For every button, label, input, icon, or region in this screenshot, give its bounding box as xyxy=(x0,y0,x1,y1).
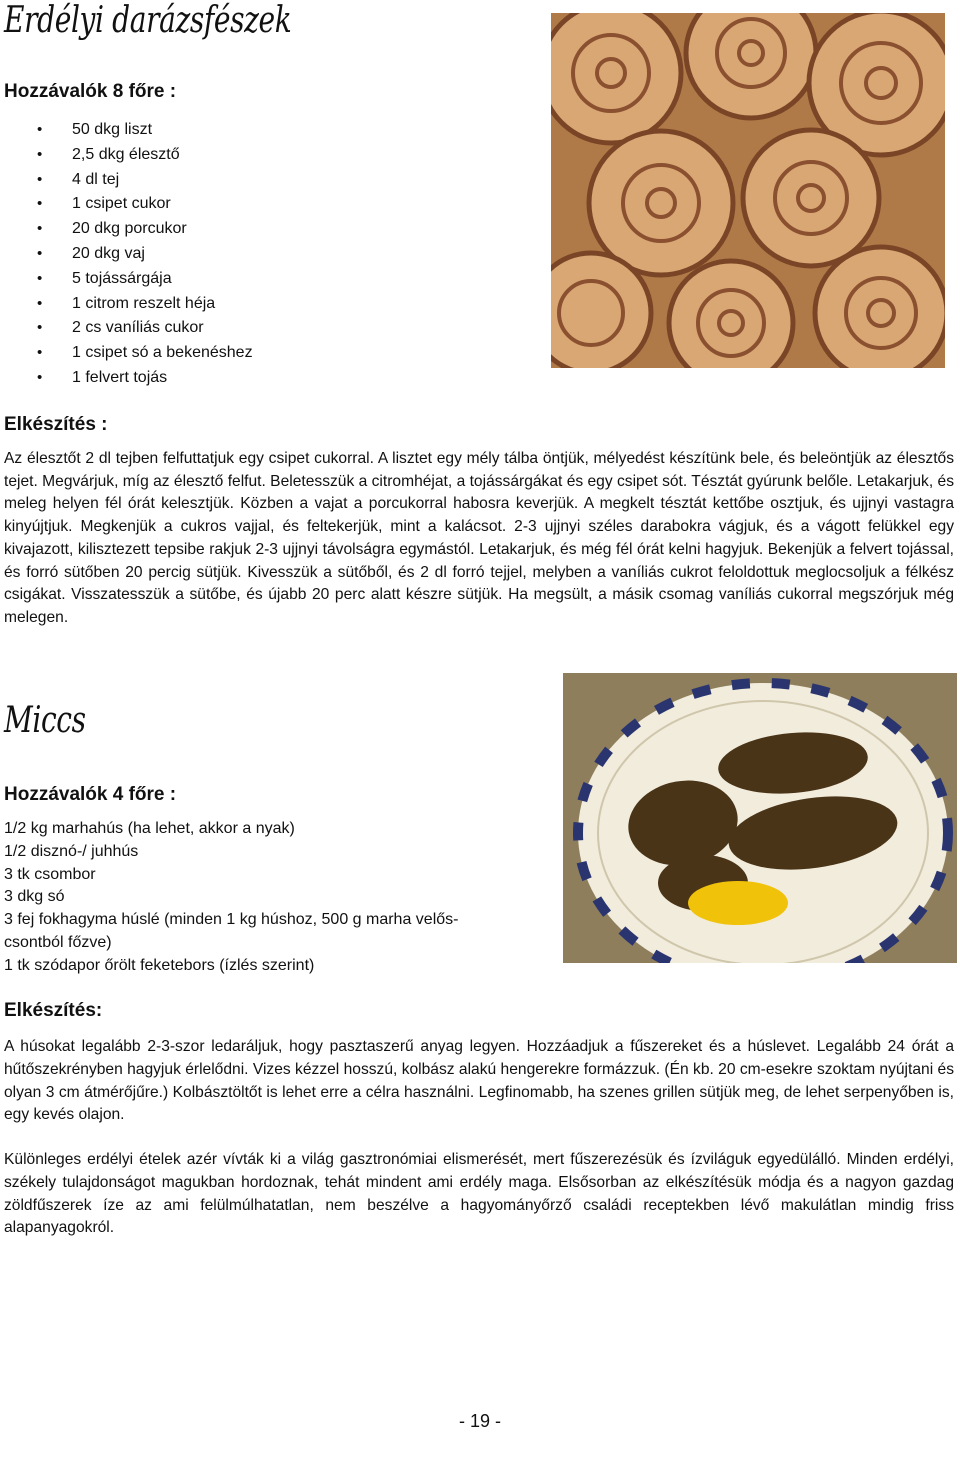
list-item: • 1 csipet só a bekenéshez xyxy=(0,341,540,366)
preparation-text: Az élesztőt 2 dl tejben felfuttatjuk egy csipet cukorral. A lisztet egy mély tálba öntjük, mélyedést készítünk bele, és beleöntjük az élesztős tejet. Megvárjuk, míg az élesztő felfut. Beletesszük a citromhéjat, a tojássárgákat és egy csipet sót. Tésztát gyúrunk belőle. Letakarjuk, és meleg helyen fél órát kelesztjük. Közben a vajat a porcukorral habosra keverjük. A megkelt tésztát kettőbe osztjuk, és ujjnyi vastagra kinyújtjuk. Megkenjük a cukros vajjal, és feltekerjük, mint a kalácsot. 2-3 ujjnyi széles darabokra vágjuk, és a vágott felükkel egy kivajazott, kilisztezett tepsibe rakjuk 2-3 ujjnyi távolságra egymástól. Letakarjuk, és még fél órát kelni hagyjuk. Bekenjük a felvert tojással, és forró sütőben 20 percig sütjük. Kivesszük a sütőből, és 2 dl forró tejjel, melyben a vaníliás cukrot feloldottuk meglocsoljuk a félkész csigákat. Visszatesszük a sütőbe, és újabb 20 perc alatt készre sütjük. Ha megsült, a másik csomag vaníliás cukorral megszórjuk még melegen. xyxy=(4,450,954,626)
miccs-photo xyxy=(563,673,957,963)
ingredients-list xyxy=(0,118,540,391)
page-number: - 19 - xyxy=(458,1411,501,1431)
list-item: 3 tk csombor xyxy=(4,865,96,883)
list-item: • 5 tojássárgája xyxy=(0,267,540,292)
preparation-text: A húsokat legalább 2-3-szor ledaráljuk, hogy pasztaszerű anyag legyen. Hozzáadjuk a fűszereket és a húslevet. Legalább 24 órát a hűtőszekrényben hagyjuk érlelődni. Vizes kézzel hosszú, kolbász alakú hengerekre formázzuk. (Én kb. 20 cm-esekre szoktam nyújtani és olyan 3 cm átmérőjűre.) Kolbásztöltőt is lehet erre a célra használni. Legfinomabb, ha szenes grillen sütjük meg, de lehet serpenyőben is, egy kevés olajon. xyxy=(4,1038,954,1124)
list-item: • 1 citrom reszelt héja xyxy=(0,292,540,317)
list-item: • 50 dkg liszt xyxy=(0,118,540,143)
recipe-title: Erdélyi darázsfészek xyxy=(4,0,292,41)
list-item: • 20 dkg porcukor xyxy=(0,217,540,242)
list-item: • 1 csipet cukor xyxy=(0,192,540,217)
list-item: • 20 dkg vaj xyxy=(0,242,540,267)
list-item: 1/2 kg marhahús (ha lehet, akkor a nyak) xyxy=(4,820,295,837)
list-item: • 2 cs vaníliás cukor xyxy=(0,316,540,341)
preparation-heading: Elkészítés : xyxy=(4,414,108,435)
list-item: csontból főzve) xyxy=(4,933,112,951)
list-item: 3 dkg só xyxy=(4,888,65,906)
recipe-title: Miccs xyxy=(4,700,86,741)
list-item: 1/2 disznó-/ juhhús xyxy=(4,842,139,860)
list-item: • 2,5 dkg élesztő xyxy=(0,143,540,168)
pastry-photo xyxy=(551,13,945,368)
list-item: 1 tk szódapor őrölt feketebors (ízlés szerint) xyxy=(4,956,315,974)
list-item: • 1 felvert tojás xyxy=(0,366,540,391)
outro-text: Különleges erdélyi ételek azér vívták ki a világ gasztronómiai elismerését, mert fűszerezésük és ízviláguk egyedülálló. Minden erdélyi, székely tulajdonságot magukban hordoznak, tehát mindent ami erdély maga. Elsősorban az elkészítésük módja és a nagyon gazdag zöldfűszerek íze az ami felülmúlhatatlan, nem beszélve a hagyományőrző családi receptekben lévő makulátlan mindig friss alapanyagokról. xyxy=(4,1151,954,1237)
preparation-heading: Elkészítés: xyxy=(4,1000,103,1021)
ingredients-heading: Hozzávalók 4 főre : xyxy=(4,784,177,805)
list-item: • 4 dl tej xyxy=(0,168,540,193)
ingredients-list xyxy=(4,818,560,978)
list-item: 3 fej fokhagyma húslé (minden 1 kg húshoz, 500 g marha velős- xyxy=(4,911,459,929)
ingredients-heading: Hozzávalók 8 főre : xyxy=(4,81,177,102)
